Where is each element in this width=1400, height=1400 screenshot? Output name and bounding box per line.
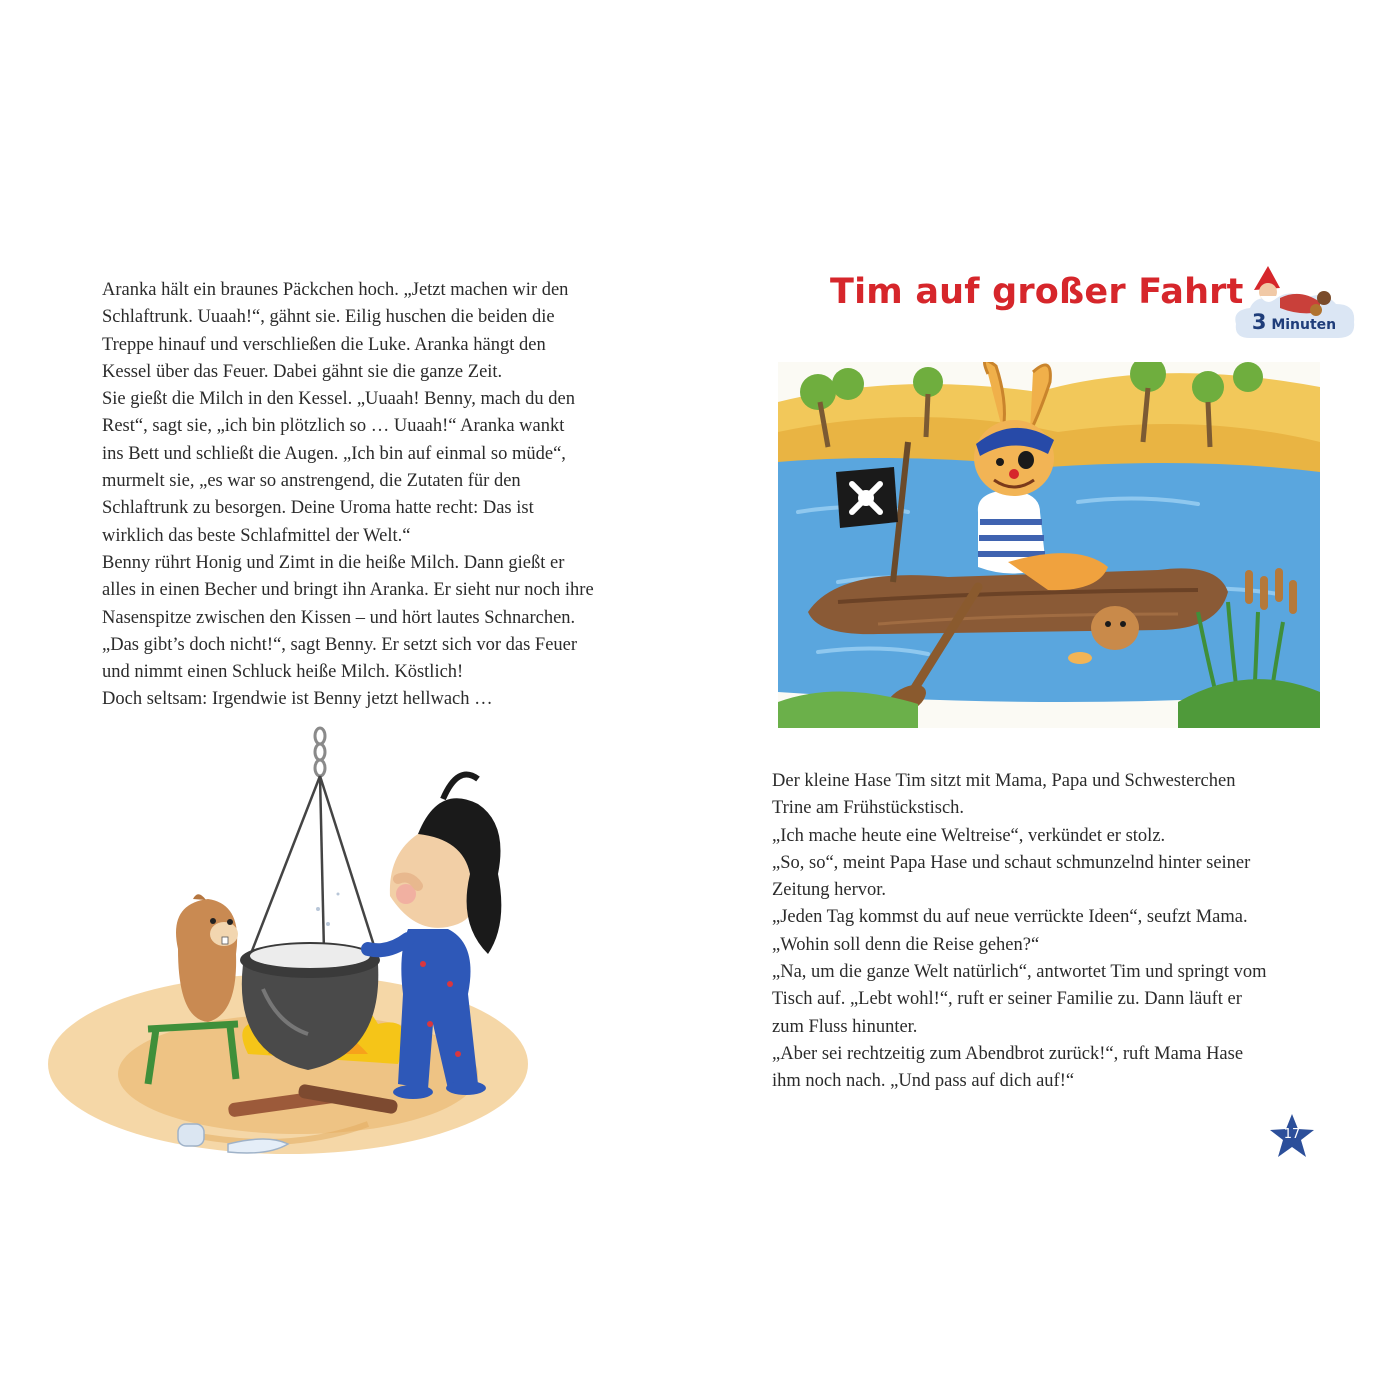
text-line: Kessel über das Feuer. Dabei gähnt sie die ganze Zeit. bbox=[102, 361, 503, 382]
reading-time-badge bbox=[1228, 262, 1360, 344]
text-line: „Wohin soll denn die Reise gehen?“ bbox=[772, 934, 1040, 955]
badge-number: 3 bbox=[1251, 310, 1267, 334]
right-story-text bbox=[772, 768, 1267, 1096]
text-line: Der kleine Hase Tim sitzt mit Mama, Papa und Schwesterchen bbox=[772, 771, 1236, 791]
text-line: Zeitung hervor. bbox=[772, 880, 887, 901]
text-line: ihm noch nach. „Und pass auf dich auf!“ bbox=[772, 1071, 1075, 1092]
right-page bbox=[700, 0, 1400, 1400]
text-line: „Ich mache heute eine Weltreise“, verkündet er stolz. bbox=[772, 825, 1166, 846]
text-line: „Das gibt’s doch nicht!“, sagt Benny. Er setzt sich vor das Feuer bbox=[102, 634, 578, 655]
text-line: alles in einen Becher und bringt ihn Aranka. Er sieht nur noch ihre bbox=[102, 580, 594, 601]
text-line: zum Fluss hinunter. bbox=[772, 1016, 918, 1037]
badge-label: Minuten bbox=[1271, 317, 1337, 333]
text-line: Doch seltsam: Irgendwie ist Benny jetzt hellwach … bbox=[102, 689, 493, 710]
story-title: Tim auf großer Fahrt bbox=[830, 272, 1244, 312]
text-line: „Na, um die ganze Welt natürlich“, antwortet Tim und springt vom bbox=[772, 962, 1267, 983]
text-line: Trine am Frühstückstisch. bbox=[772, 798, 965, 819]
text-line: Treppe hinauf und verschließen die Luke. Aranka hängt den bbox=[102, 334, 546, 355]
text-line: Benny rührt Honig und Zimt in die heiße Milch. Dann gießt er bbox=[102, 552, 565, 573]
text-line: Rest“, sagt sie, „ich bin plötzlich so … Uuaah!“ Aranka wankt bbox=[102, 416, 565, 437]
rabbit-boat-illustration bbox=[778, 362, 1320, 728]
text-line: und nimmt einen Schluck heiße Milch. Köstlich! bbox=[102, 662, 464, 683]
text-line: ins Bett und schließt die Augen. „Ich bin auf einmal so müde“, bbox=[102, 443, 566, 464]
text-line: Aranka hält ein braunes Päckchen hoch. „Jetzt machen wir den bbox=[102, 280, 569, 300]
text-line: Schlaftrunk. Uuaah!“, gähnt sie. Eilig huschen die beiden die bbox=[102, 307, 555, 328]
page-number: 17 bbox=[1283, 1127, 1301, 1142]
text-line: murmelt sie, „es war so anstrengend, die Zutaten für den bbox=[102, 471, 521, 492]
text-line: Sie gießt die Milch in den Kessel. „Uuaah! Benny, mach du den bbox=[102, 389, 575, 410]
text-line: „Jeden Tag kommst du auf neue verrückte Ideen“, seufzt Mama. bbox=[772, 907, 1248, 928]
text-line: „Aber sei rechtzeitig zum Abendbrot zurück!“, ruft Mama Hase bbox=[772, 1043, 1244, 1064]
text-line: „So, so“, meint Papa Hase und schaut schmunzelnd hinter seiner bbox=[772, 852, 1251, 873]
cauldron-illustration bbox=[38, 724, 528, 1174]
text-line: Schlaftrunk zu besorgen. Deine Uroma hatte recht: Das ist bbox=[102, 498, 534, 519]
left-story-text bbox=[102, 277, 594, 714]
text-line: Tisch auf. „Lebt wohl!“, ruft er seiner Familie zu. Dann läuft er bbox=[772, 989, 1242, 1010]
text-line: wirklich das beste Schlafmittel der Welt.“ bbox=[102, 525, 411, 546]
text-line: Nasenspitze zwischen den Kissen – und hört lautes Schnarchen. bbox=[102, 607, 576, 628]
